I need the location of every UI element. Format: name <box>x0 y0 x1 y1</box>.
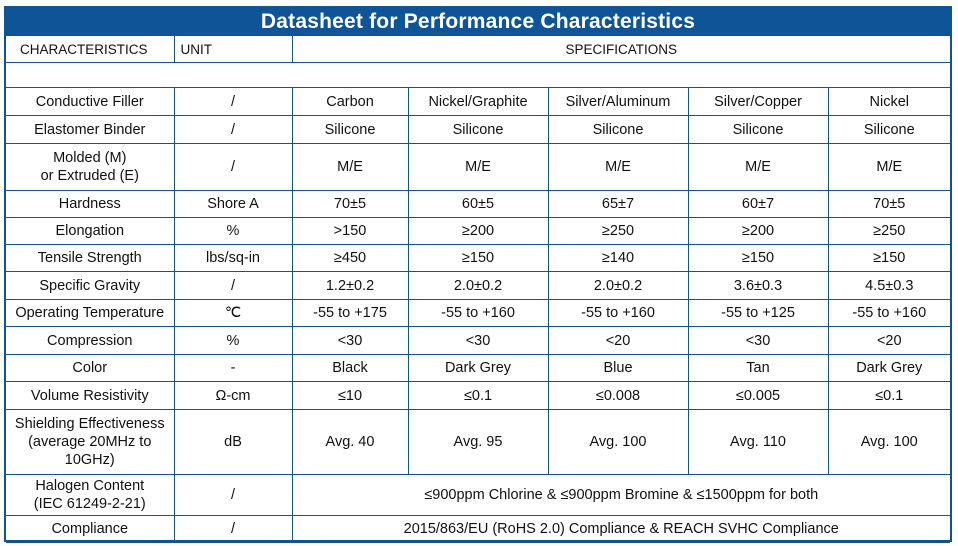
row-label-line: Halogen Content <box>35 478 145 494</box>
row-value: Blue <box>548 355 688 382</box>
row-value: -55 to +160 <box>548 300 688 327</box>
row-value: 70±5 <box>292 191 408 218</box>
row-value: ≥450 <box>292 245 408 272</box>
table-row <box>6 272 950 300</box>
blank-cell <box>6 63 950 88</box>
row-label-line: (average 20MHz to <box>28 434 152 450</box>
row-label: Compliance <box>6 516 174 543</box>
row-value: Silicone <box>828 116 950 144</box>
row-value: 60±5 <box>408 191 548 218</box>
row-value: Silicone <box>548 116 688 144</box>
row-value: M/E <box>292 144 408 191</box>
row-unit: % <box>174 218 292 245</box>
row-value: <30 <box>292 327 408 355</box>
row-value: M/E <box>828 144 950 191</box>
table-row <box>6 410 950 475</box>
row-value: ≥200 <box>688 218 828 245</box>
row-value: 65±7 <box>548 191 688 218</box>
row-value: ≤0.005 <box>688 382 828 410</box>
row-unit: / <box>174 272 292 300</box>
datasheet <box>4 6 952 542</box>
row-value: ≥250 <box>828 218 950 245</box>
row-label: Compression <box>6 327 174 355</box>
row-label: Color <box>6 355 174 382</box>
row-value: Avg. 40 <box>292 410 408 475</box>
row-value: Silicone <box>292 116 408 144</box>
row-value: M/E <box>548 144 688 191</box>
row-value: M/E <box>408 144 548 191</box>
row-label <box>6 410 174 475</box>
row-value: <30 <box>408 327 548 355</box>
table-row <box>6 144 950 191</box>
row-label: Specific Gravity <box>6 272 174 300</box>
row-unit: / <box>174 475 292 516</box>
row-value: <20 <box>828 327 950 355</box>
row-value: 60±7 <box>688 191 828 218</box>
row-label: Elastomer Binder <box>6 116 174 144</box>
row-label: Conductive Filler <box>6 88 174 116</box>
row-label: Operating Temperature <box>6 300 174 327</box>
row-unit: % <box>174 327 292 355</box>
compliance-directive: 2015/863/EU <box>403 521 489 537</box>
row-value: 1.2±0.2 <box>292 272 408 300</box>
row-value: Nickel/Graphite <box>408 88 548 116</box>
row-value: 70±5 <box>828 191 950 218</box>
row-value: Avg. 100 <box>828 410 950 475</box>
table-row <box>6 327 950 355</box>
row-label: Elongation <box>6 218 174 245</box>
row-unit: lbs/sq-in <box>174 245 292 272</box>
row-label: Hardness <box>6 191 174 218</box>
row-value: -55 to +160 <box>408 300 548 327</box>
row-label-line: or Extruded (E) <box>40 168 139 184</box>
table-row <box>6 300 950 327</box>
row-value: Silicone <box>408 116 548 144</box>
row-value: -55 to +125 <box>688 300 828 327</box>
row-value: -55 to +160 <box>828 300 950 327</box>
compliance-spec <box>292 516 950 543</box>
row-value: Carbon <box>292 88 408 116</box>
row-unit: / <box>174 516 292 543</box>
blank-row <box>6 63 950 88</box>
row-value: Nickel <box>828 88 950 116</box>
row-value: ≤0.1 <box>408 382 548 410</box>
row-unit: Shore A <box>174 191 292 218</box>
row-value: 3.6±0.3 <box>688 272 828 300</box>
row-unit: / <box>174 116 292 144</box>
halogen-spec: ≤900ppm Chlorine & ≤900ppm Bromine & ≤1500ppm for both <box>292 475 950 516</box>
header-specifications: SPECIFICATIONS <box>292 36 950 63</box>
row-unit: - <box>174 355 292 382</box>
row-value: ≥150 <box>828 245 950 272</box>
row-value: M/E <box>688 144 828 191</box>
header-row <box>6 36 950 63</box>
row-unit: Ω-cm <box>174 382 292 410</box>
row-value: -55 to +175 <box>292 300 408 327</box>
header-unit: UNIT <box>174 36 292 63</box>
row-value: Silver/Copper <box>688 88 828 116</box>
row-value: <30 <box>688 327 828 355</box>
row-label: Tensile Strength <box>6 245 174 272</box>
row-value: <20 <box>548 327 688 355</box>
row-value: Dark Grey <box>408 355 548 382</box>
row-unit: dB <box>174 410 292 475</box>
table-row <box>6 88 950 116</box>
table-row <box>6 475 950 516</box>
row-value: Silver/Aluminum <box>548 88 688 116</box>
row-value: Dark Grey <box>828 355 950 382</box>
row-label-line: Shielding Effectiveness <box>14 416 165 432</box>
table-row <box>6 116 950 144</box>
row-value: ≥140 <box>548 245 688 272</box>
row-label-line: 10GHz) <box>64 452 115 468</box>
row-value: Tan <box>688 355 828 382</box>
row-value: ≥150 <box>688 245 828 272</box>
row-unit: ℃ <box>174 300 292 327</box>
row-value: Black <box>292 355 408 382</box>
spec-table <box>6 36 950 543</box>
row-label-line: (IEC 61249-2-21) <box>33 496 146 512</box>
table-row <box>6 355 950 382</box>
row-label-line: Molded (M) <box>53 150 127 166</box>
row-value: ≤10 <box>292 382 408 410</box>
header-characteristics: CHARACTERISTICS <box>6 36 174 63</box>
row-value: Avg. 110 <box>688 410 828 475</box>
row-value: >150 <box>292 218 408 245</box>
row-value: ≥150 <box>408 245 548 272</box>
row-value: ≤0.1 <box>828 382 950 410</box>
table-row <box>6 382 950 410</box>
datasheet-title: Datasheet for Performance Characteristics <box>6 8 950 36</box>
row-value: Silicone <box>688 116 828 144</box>
row-value: 2.0±0.2 <box>408 272 548 300</box>
table-row <box>6 191 950 218</box>
table-row <box>6 218 950 245</box>
row-unit: / <box>174 144 292 191</box>
row-value: ≤0.008 <box>548 382 688 410</box>
row-unit: / <box>174 88 292 116</box>
row-label: Volume Resistivity <box>6 382 174 410</box>
row-value: Avg. 95 <box>408 410 548 475</box>
row-value: ≥200 <box>408 218 548 245</box>
row-value: 4.5±0.3 <box>828 272 950 300</box>
row-value: ≥250 <box>548 218 688 245</box>
row-label <box>6 144 174 191</box>
table-row <box>6 245 950 272</box>
row-value: Avg. 100 <box>548 410 688 475</box>
row-label <box>6 475 174 516</box>
table-row <box>6 516 950 543</box>
row-value: 2.0±0.2 <box>548 272 688 300</box>
compliance-detail: (RoHS 2.0) Compliance & REACH SVHC Compliance <box>492 521 839 537</box>
